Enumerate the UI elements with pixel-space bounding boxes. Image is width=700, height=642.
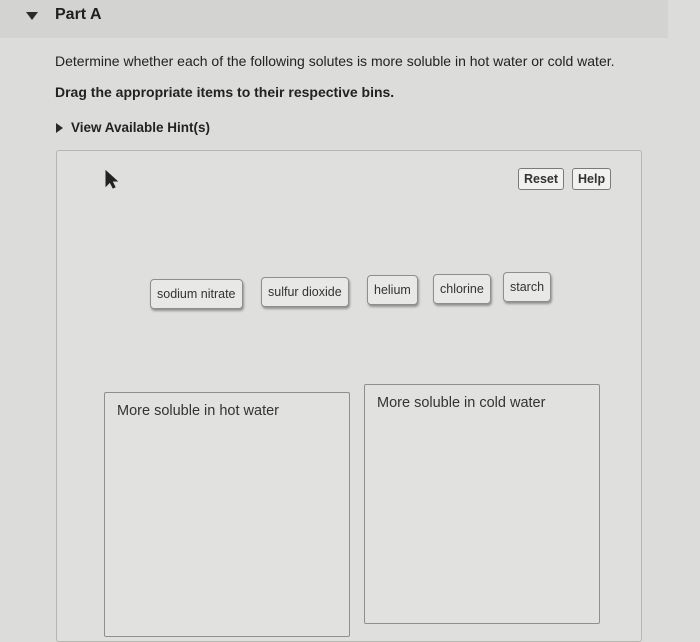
collapse-caret-icon[interactable] <box>26 12 38 20</box>
part-title: Part A <box>55 6 102 23</box>
help-button[interactable]: Help <box>572 168 611 190</box>
item-starch[interactable]: starch <box>503 272 551 302</box>
bin-cold-water[interactable] <box>364 384 600 624</box>
part-header[interactable] <box>0 0 668 38</box>
reset-button[interactable]: Reset <box>518 168 564 190</box>
mouse-pointer-icon <box>104 170 120 190</box>
view-hints-label: View Available Hint(s) <box>71 120 211 135</box>
view-hints-link[interactable] <box>56 120 210 135</box>
drag-instruction: Drag the appropriate items to their respective bins. <box>55 84 395 100</box>
bin-cold-water-label: More soluble in cold water <box>377 395 546 411</box>
expand-caret-icon <box>56 123 63 133</box>
item-helium[interactable]: helium <box>367 275 418 305</box>
item-chlorine[interactable]: chlorine <box>433 274 491 304</box>
bin-hot-water[interactable] <box>104 392 350 637</box>
question-instruction: Determine whether each of the following solutes is more soluble in hot water or cold water. <box>55 53 615 69</box>
bin-hot-water-label: More soluble in hot water <box>117 403 279 419</box>
item-sodium-nitrate[interactable]: sodium nitrate <box>150 279 243 309</box>
item-sulfur-dioxide[interactable]: sulfur dioxide <box>261 277 349 307</box>
